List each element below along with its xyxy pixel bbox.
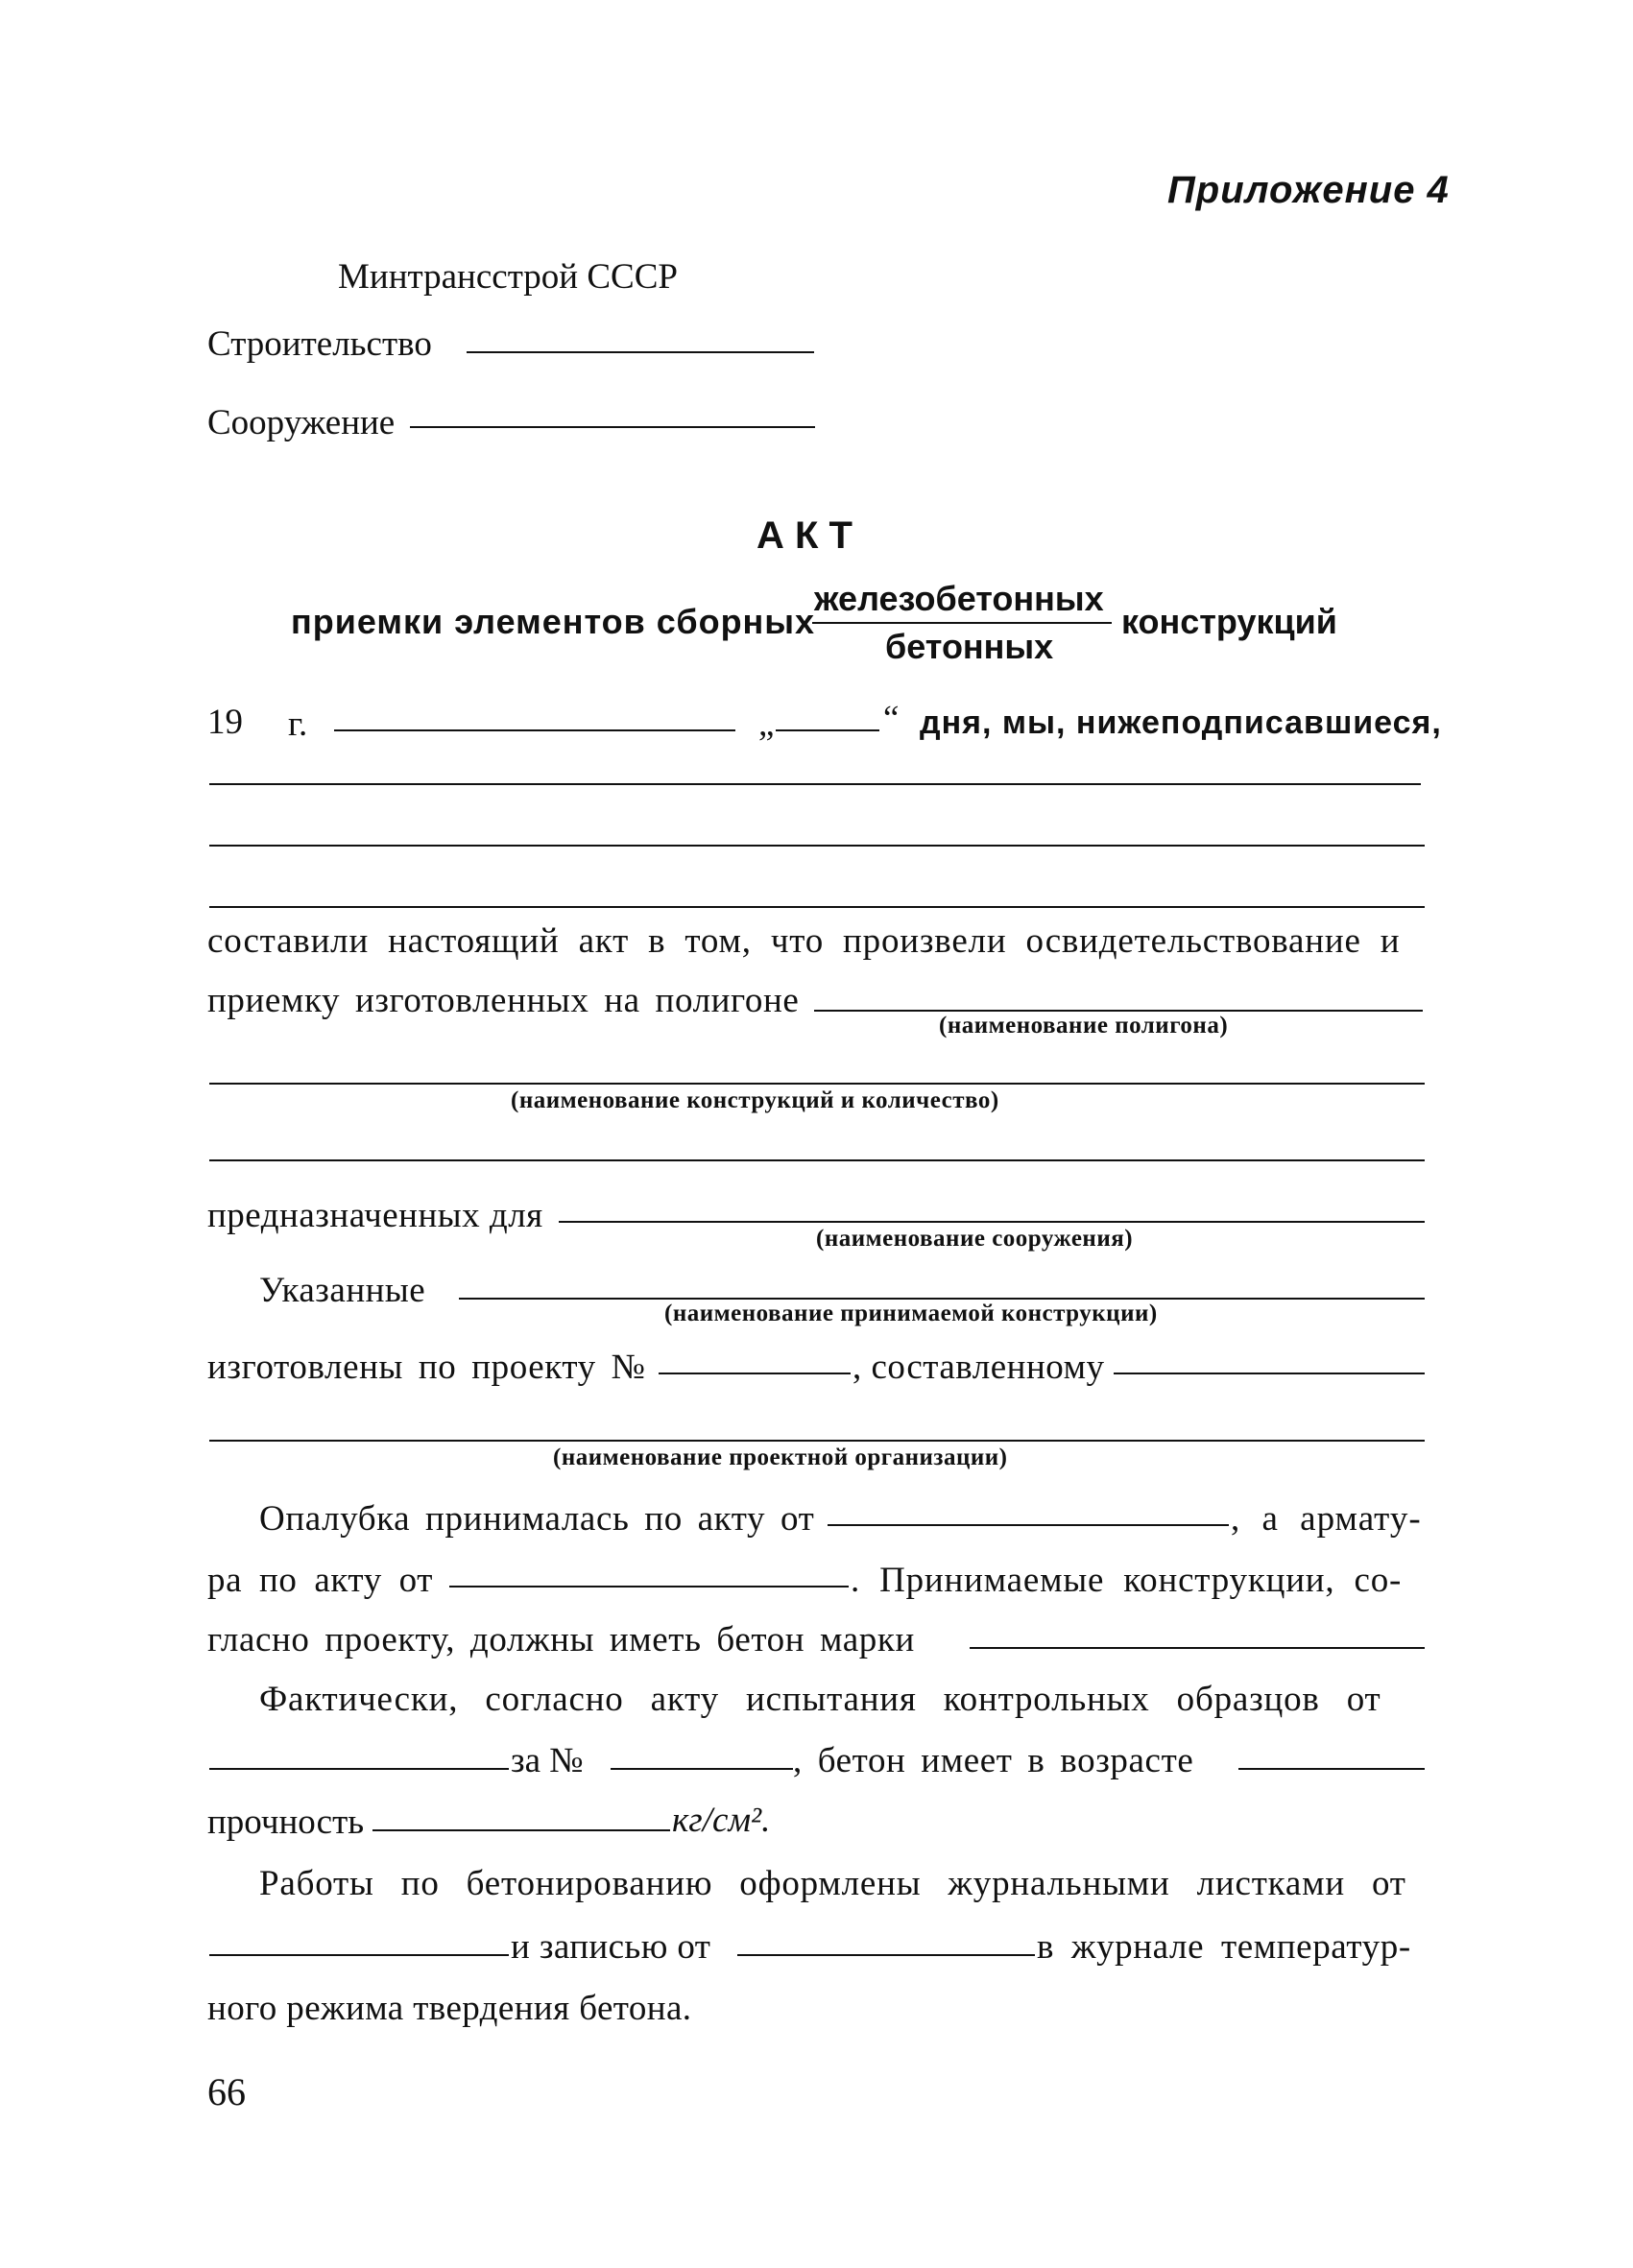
rebar-line-end: . Принимаемые конструкции, со- [851,1561,1403,1600]
record-from: и записью от [511,1927,711,1967]
za-number: за № [511,1741,584,1780]
record-date-blank [737,1954,1035,1956]
compiled-by-blank [1114,1373,1425,1374]
quote-close: “ [883,699,900,738]
actual-line: Фактически, согласно акту испытания контрольных образцов от [259,1680,1381,1719]
formwork-act-blank [828,1524,1229,1526]
polygon-blank [814,1010,1423,1012]
intended-blank [559,1221,1425,1223]
formwork-line-end: , а армату- [1231,1499,1422,1539]
title-fraction-bottom: бетонных [885,627,1054,666]
compiled-by: , составленному [853,1348,1105,1387]
caption-accepted: (наименование принимаемой конструкции) [664,1301,1158,1326]
construction-blank [467,351,814,353]
day-blank [776,729,879,731]
title-line-left: приемки элементов сборных [291,602,816,641]
sample-date-blank [209,1768,509,1770]
strength-label: прочность [207,1802,365,1842]
caption-constructions: (наименование конструкций и количество) [511,1087,999,1113]
signers-line-2 [209,845,1425,847]
constructions-line-2 [209,1159,1425,1161]
strength-blank [372,1829,670,1831]
year-suffix: г. [288,704,308,744]
made-by-project: изготовлены по проекту № [207,1348,646,1387]
rebar-line-start: ра по акту от [207,1561,434,1600]
title-fraction-top: железобетонных [814,579,1104,618]
project-number-blank [659,1373,851,1374]
page-number: 66 [207,2070,246,2113]
indicated-label: Указанные [259,1271,426,1310]
month-blank [334,729,735,731]
paragraph-1-line-1: составили настоящий акт в том, что произвели освидетельствование и [207,921,1401,961]
construction-label: Строительство [207,324,432,364]
rebar-act-blank [449,1586,849,1588]
journal-tail: в журнале температур- [1037,1927,1411,1967]
caption-design-org: (наименование проектной организации) [553,1444,1008,1470]
journal-sheets-blank [209,1954,509,1956]
signers-line-1 [209,783,1421,785]
appendix-label: Приложение 4 [1167,169,1450,211]
caption-structure: (наименование сооружения) [816,1226,1134,1252]
last-line: ного режима твердения бетона. [207,1989,692,2028]
concrete-age: , бетон имеет в возрасте [793,1741,1194,1780]
ministry-name: Минтрансстрой СССР [338,257,678,297]
works-line: Работы по бетонированию оформлены журнальными листками от [259,1864,1406,1903]
title-line-right: конструкций [1121,602,1337,641]
caption-polygon: (наименование полигона) [939,1013,1229,1039]
paragraph-1-line-2: приемку изготовленных на полигоне [207,981,800,1020]
formwork-line-start: Опалубка принималась по акту от [259,1499,815,1539]
indicated-blank [459,1298,1425,1300]
quote-open: „ [758,704,775,744]
concrete-grade-blank [970,1647,1425,1649]
design-org-line [209,1440,1425,1442]
concrete-age-blank [1238,1768,1425,1770]
strength-unit: кг/см². [672,1801,771,1840]
sample-number-blank [611,1768,793,1770]
structure-label: Сооружение [207,403,396,442]
signers-line-3 [209,906,1425,908]
year-prefix: 19 [207,703,243,742]
date-tail: дня, мы, нижеподписавшиеся, [920,704,1442,741]
structure-blank [410,426,815,428]
intended-label: предназначенных для [207,1196,543,1235]
constructions-line [209,1083,1425,1085]
title-fraction-bar [812,622,1112,624]
concrete-grade-line: гласно проекту, должны иметь бетон марки [207,1620,915,1659]
act-title: А К Т [756,514,853,557]
